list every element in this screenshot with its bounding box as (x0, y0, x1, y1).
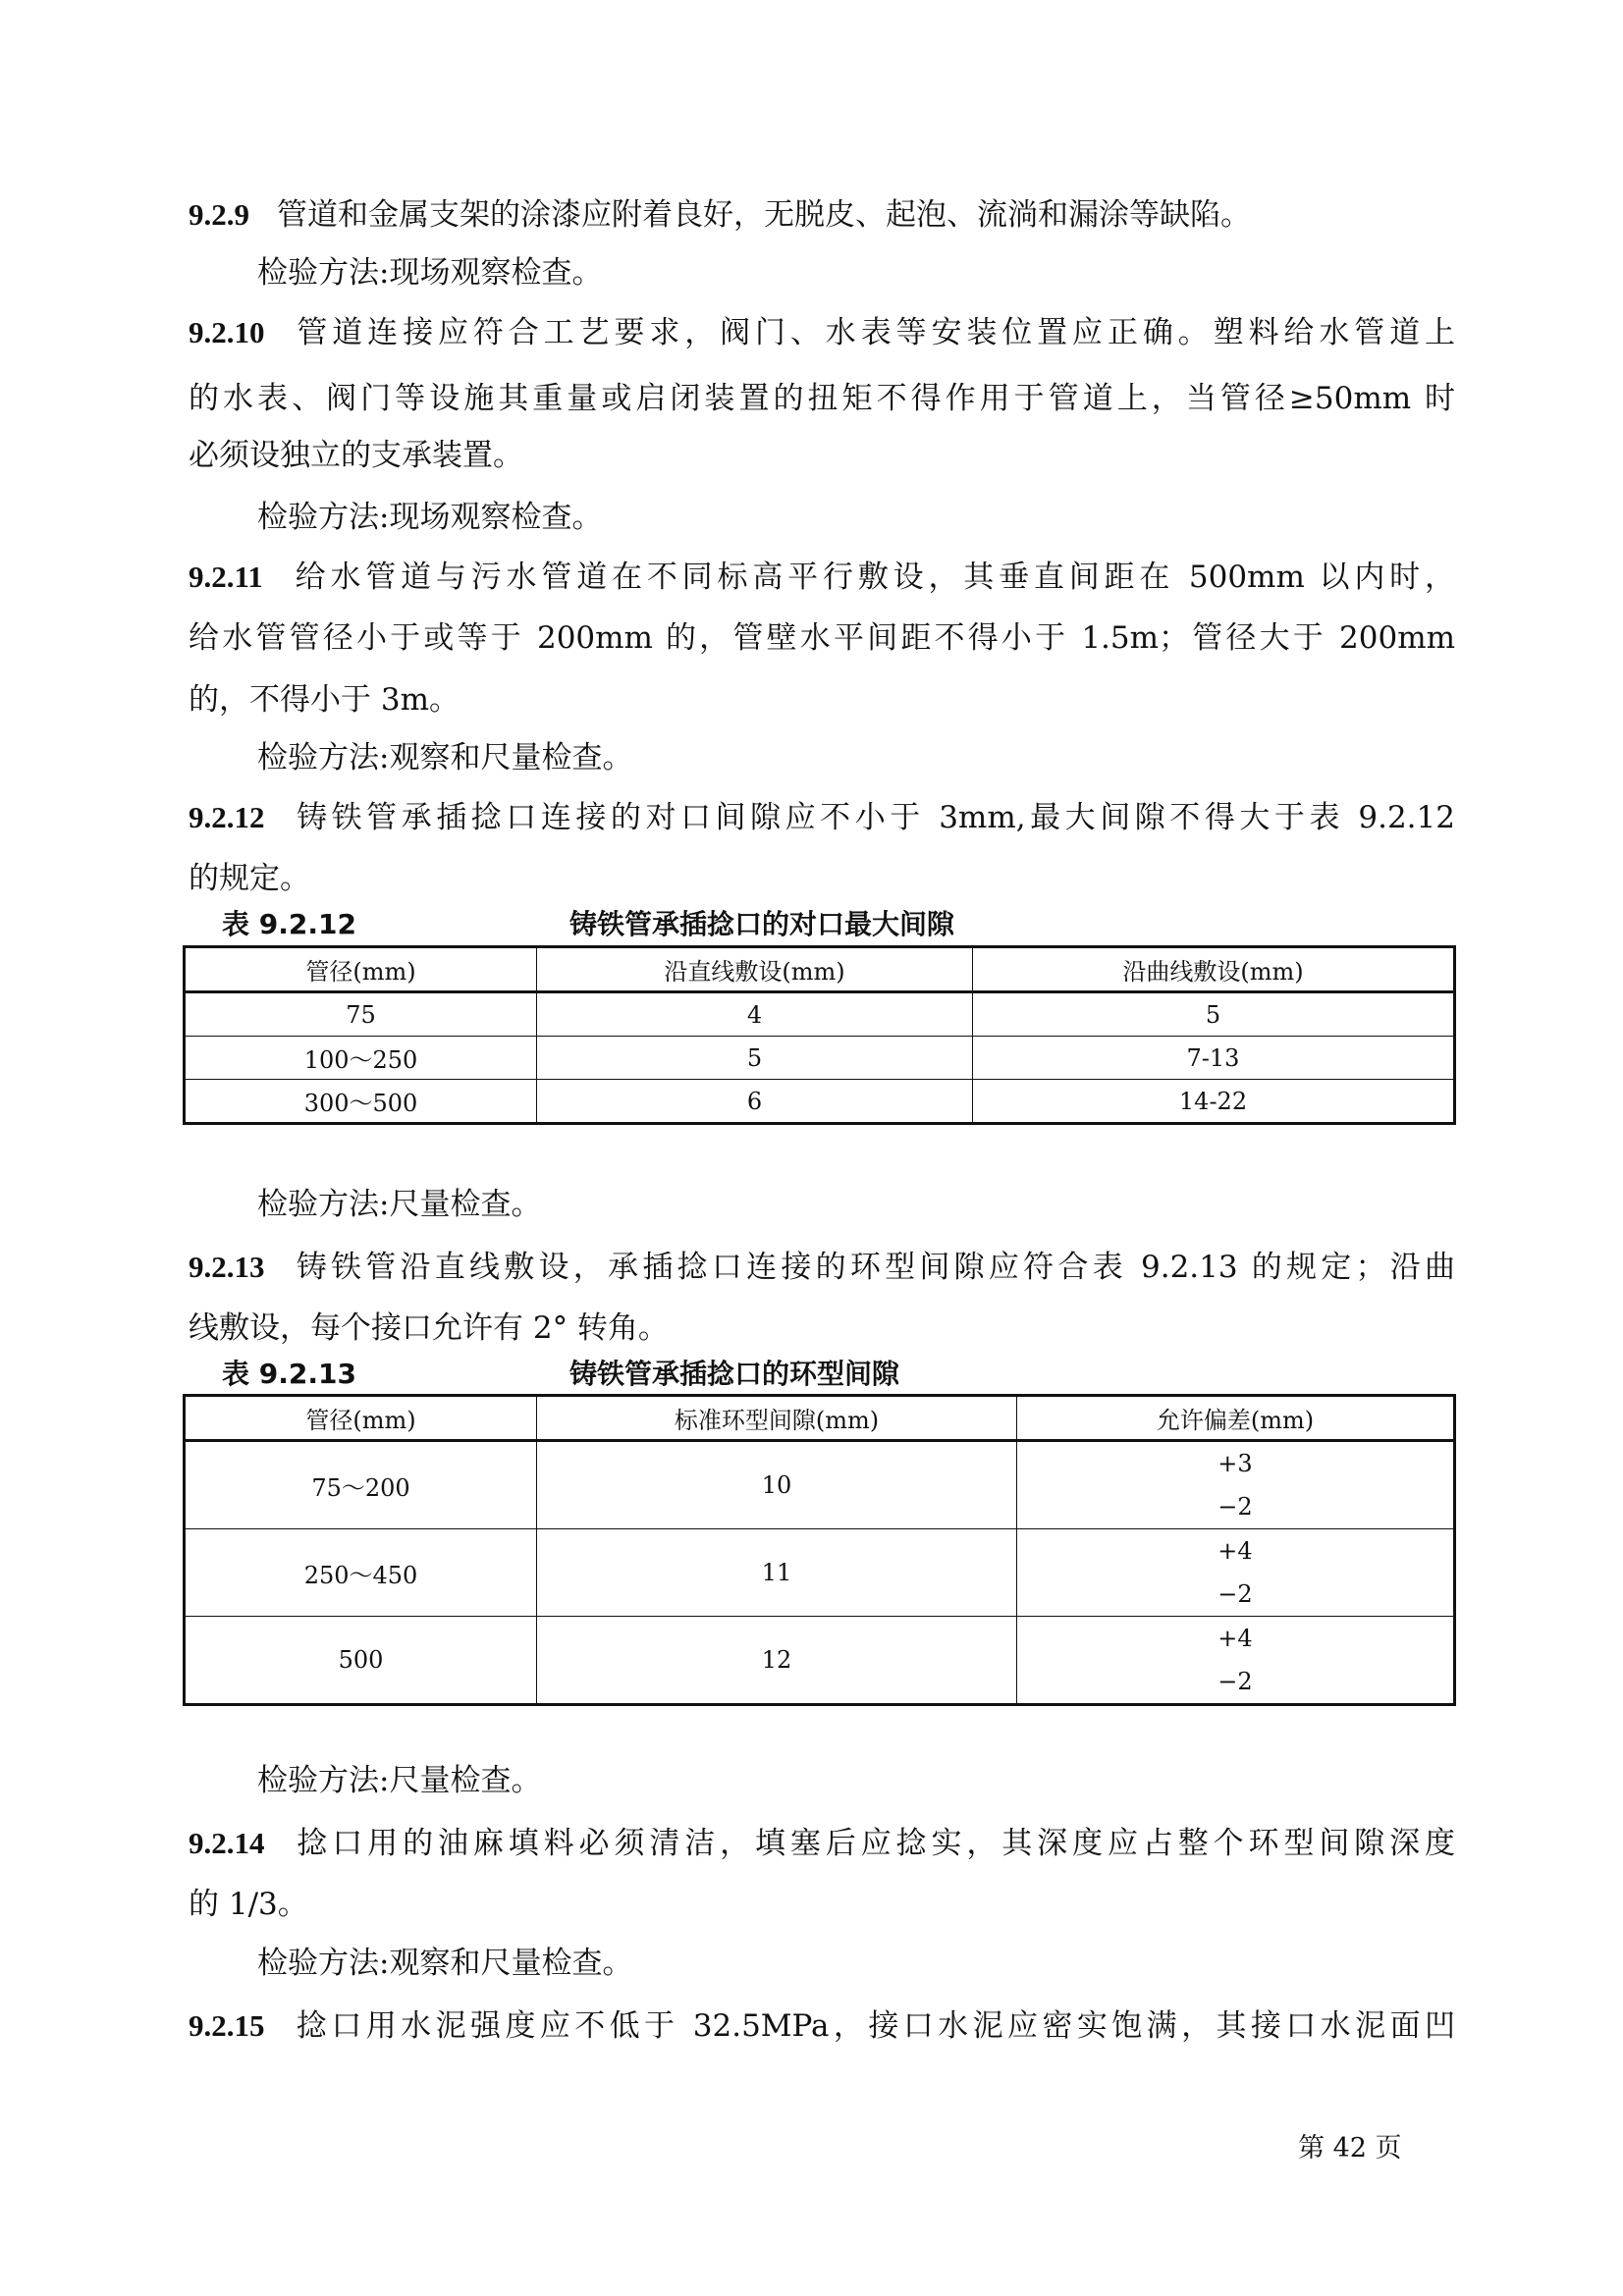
clause-text-line: 管道连接应符合工艺要求，阀门、水表等安装位置应正确。塑料给水管道上 (292, 315, 1455, 350)
clause-9-2-11 (189, 555, 1455, 600)
page-number: 第 42 页 (1298, 2133, 1402, 2163)
clause-text-line: 捻口用水泥强度应不低于 32.5MPa，接口水泥应密实饱满，其接口水泥面凹 (292, 2008, 1455, 2044)
deviation-cell (1017, 1617, 1455, 1705)
clause-number: 9.2.15 (189, 2008, 265, 2043)
clause-text-line: 的规定。 (189, 861, 310, 896)
ring-gap-table-9-2-13 (183, 1394, 1456, 1706)
header-cell: 管径(mm) (185, 947, 537, 992)
table-cell: 5 (973, 992, 1455, 1037)
clause-text-line: 的 1/3。 (189, 1887, 308, 1922)
inspection-method: 检验方法:尺量检查。 (257, 1187, 542, 1222)
inspection-method: 检验方法:现场观察检查。 (257, 500, 603, 535)
table-cell: 7-13 (973, 1037, 1455, 1080)
table-row (185, 1529, 1455, 1617)
clause-9-2-9 (189, 192, 1455, 238)
header-cell: 标准环型间隙(mm) (537, 1396, 1017, 1441)
table-cell: 100～250 (185, 1037, 537, 1080)
table-cell: 300～500 (185, 1080, 537, 1124)
clause-number: 9.2.9 (189, 197, 249, 232)
deviation-plus: +4 (1217, 1537, 1253, 1565)
table-label: 表 9.2.13 (222, 1358, 356, 1390)
header-cell: 允许偏差(mm) (1017, 1396, 1455, 1441)
clause-number: 9.2.10 (189, 315, 265, 349)
clause-text-line: 铸铁管承插捻口连接的对口间隙应不小于 3mm,最大间隙不得大于表 9.2.12 (292, 800, 1455, 835)
table-cell: 75～200 (185, 1441, 537, 1529)
deviation-minus: −2 (1217, 1668, 1253, 1695)
deviation-plus: +4 (1217, 1625, 1253, 1652)
clause-number: 9.2.12 (189, 800, 265, 834)
deviation-minus: −2 (1217, 1493, 1253, 1521)
table-cell: 250～450 (185, 1529, 537, 1617)
table-header-row (185, 947, 1455, 992)
clause-text: 管道和金属支架的涂漆应附着良好，无脱皮、起泡、流淌和漏涂等缺陷。 (277, 197, 1251, 233)
inspection-method: 检验方法:尺量检查。 (257, 1763, 542, 1798)
table-row (185, 992, 1455, 1037)
clause-number: 9.2.13 (189, 1250, 265, 1284)
clause-text-line: 线敷设，每个接口允许有 2° 转角。 (189, 1310, 669, 1346)
clause-9-2-12 (189, 795, 1455, 840)
clause-text-line: 的水表、阀门等设施其重量或启闭装置的扭矩不得作用于管道上，当管径≥50mm 时 (189, 381, 1455, 416)
deviation-plus: +3 (1217, 1450, 1253, 1477)
clause-text-line: 给水管管径小于或等于 200mm 的，管壁水平间距不得小于 1.5m；管径大于 200mm (189, 620, 1455, 656)
table-row (185, 1037, 1455, 1080)
clause-number: 9.2.11 (189, 560, 263, 594)
table-title: 铸铁管承插捻口的环型间隙 (569, 1358, 900, 1390)
gap-table-9-2-12 (183, 945, 1456, 1125)
table-cell: 10 (537, 1441, 1017, 1529)
deviation-cell (1017, 1441, 1455, 1529)
clause-text-line: 必须设独立的支承装置。 (189, 438, 523, 473)
deviation-cell (1017, 1529, 1455, 1617)
table-cell: 4 (537, 992, 973, 1037)
table-cell: 11 (537, 1529, 1017, 1617)
header-cell: 沿曲线敷设(mm) (973, 947, 1455, 992)
table-header-row (185, 1396, 1455, 1441)
table-cell: 500 (185, 1617, 537, 1705)
table-cell: 12 (537, 1617, 1017, 1705)
clause-text-line: 的，不得小于 3m。 (189, 682, 460, 718)
table-label: 表 9.2.12 (222, 908, 356, 940)
header-cell: 沿直线敷设(mm) (537, 947, 973, 992)
clause-number: 9.2.14 (189, 1826, 265, 1860)
clause-text-line: 捻口用的油麻填料必须清洁，填塞后应捻实，其深度应占整个环型间隙深度 (292, 1826, 1455, 1861)
clause-9-2-13 (189, 1245, 1455, 1290)
header-cell: 管径(mm) (185, 1396, 537, 1441)
clause-text-line: 铸铁管沿直线敷设，承插捻口连接的环型间隙应符合表 9.2.13 的规定；沿曲 (292, 1250, 1455, 1285)
table-cell: 14-22 (973, 1080, 1455, 1124)
table-cell: 75 (185, 992, 537, 1037)
table-row (185, 1617, 1455, 1705)
table-title: 铸铁管承插捻口的对口最大间隙 (569, 908, 955, 940)
inspection-method: 检验方法:现场观察检查。 (257, 255, 603, 291)
clause-text-line: 给水管道与污水管道在不同标高平行敷设，其垂直间距在 500mm 以内时， (290, 560, 1455, 595)
table-row (185, 1080, 1455, 1124)
clause-9-2-15 (189, 2003, 1455, 2049)
deviation-minus: −2 (1217, 1580, 1253, 1608)
table-cell: 5 (537, 1037, 973, 1080)
inspection-method: 检验方法:观察和尺量检查。 (257, 740, 633, 775)
table-row (185, 1441, 1455, 1529)
clause-9-2-14 (189, 1821, 1455, 1866)
clause-9-2-10 (189, 310, 1455, 355)
table-cell: 6 (537, 1080, 973, 1124)
inspection-method: 检验方法:观察和尺量检查。 (257, 1946, 633, 1981)
